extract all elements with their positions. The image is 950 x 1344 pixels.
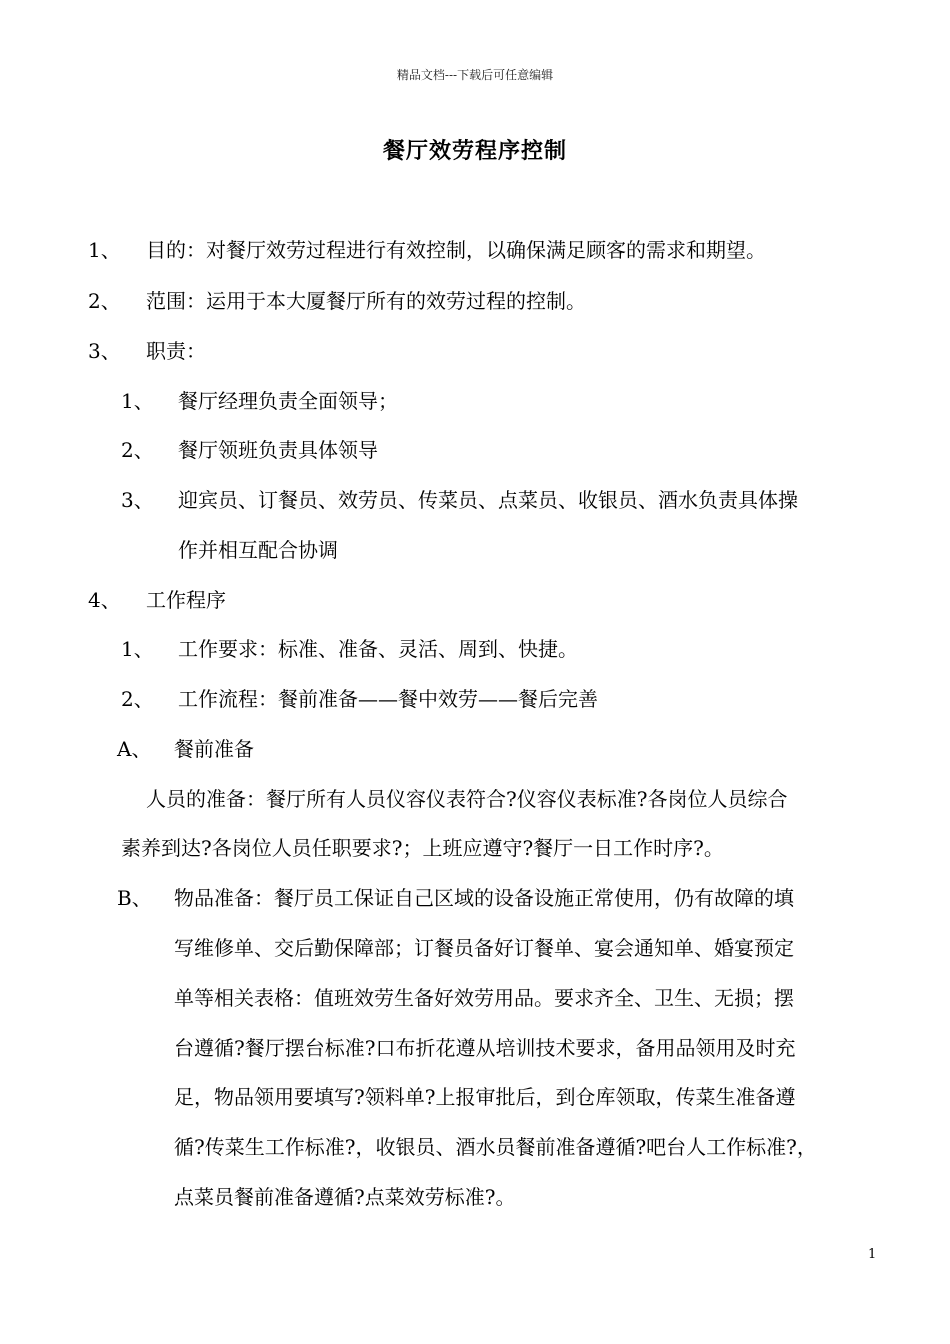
subsection-text: 工作流程：餐前准备——餐中效劳——餐后完善	[178, 687, 598, 711]
section-text: 目的：对餐厅效劳过程进行有效控制，以确保满足顾客的需求和期望。	[146, 238, 766, 262]
paragraph-line: 人员的准备：餐厅所有人员仪容仪表符合?仪容仪表标准?各岗位人员综合	[146, 787, 788, 811]
section-number: 3、	[88, 339, 121, 363]
item-text: 餐前准备	[174, 737, 254, 761]
item-letter: B、	[117, 886, 152, 910]
subsection-text: 工作要求：标准、准备、灵活、周到、快捷。	[178, 637, 578, 661]
subsection-number: 1、	[121, 637, 154, 661]
section-text: 范围：运用于本大厦餐厅所有的效劳过程的控制。	[146, 289, 586, 313]
section-number: 1、	[88, 238, 121, 262]
item-text-line: 点菜员餐前准备遵循?点菜效劳标准?。	[174, 1185, 516, 1209]
item-text-line: 写维修单、交后勤保障部；订餐员备好订餐单、宴会通知单、婚宴预定	[174, 936, 794, 960]
subsection-number: 2、	[121, 687, 154, 711]
item-text-line: 循?传菜生工作标准?，收银员、酒水员餐前准备遵循?吧台人工作标准?，	[174, 1135, 817, 1159]
item-letter: A、	[117, 737, 152, 761]
item-text-line: 足，物品领用要填写?领料单?上报审批后，到仓库领取，传菜生准备遵	[174, 1085, 796, 1109]
item-text-line: 台遵循?餐厅摆台标准?口布折花遵从培训技术要求，备用品领用及时充	[174, 1036, 796, 1060]
section-number: 2、	[88, 289, 121, 313]
item-text-line: 单等相关表格：值班效劳生备好效劳用品。要求齐全、卫生、无损；摆	[174, 986, 794, 1010]
section-number: 4、	[88, 588, 121, 612]
header-note: 精品文档---下载后可任意编辑	[396, 68, 554, 82]
subsection-text-line: 作并相互配合协调	[178, 538, 338, 562]
subsection-text: 餐厅领班负责具体领导	[178, 438, 378, 462]
document-title: 餐厅效劳程序控制	[382, 139, 567, 164]
section-text: 工作程序	[146, 588, 226, 612]
paragraph-line: 素养到达?各岗位人员任职要求?；上班应遵守?餐厅一日工作时序?。	[121, 836, 724, 860]
subsection-number: 3、	[121, 488, 154, 512]
section-text: 职责：	[146, 339, 206, 363]
subsection-text: 餐厅经理负责全面领导；	[178, 389, 398, 413]
subsection-number: 2、	[121, 438, 154, 462]
item-text-line: 物品准备：餐厅员工保证自己区域的设备设施正常使用，仍有故障的填	[174, 886, 794, 910]
subsection-text-line: 迎宾员、订餐员、效劳员、传菜员、点菜员、收银员、酒水负责具体操	[178, 488, 798, 512]
page-number: 1	[868, 1247, 877, 1262]
subsection-number: 1、	[121, 389, 154, 413]
